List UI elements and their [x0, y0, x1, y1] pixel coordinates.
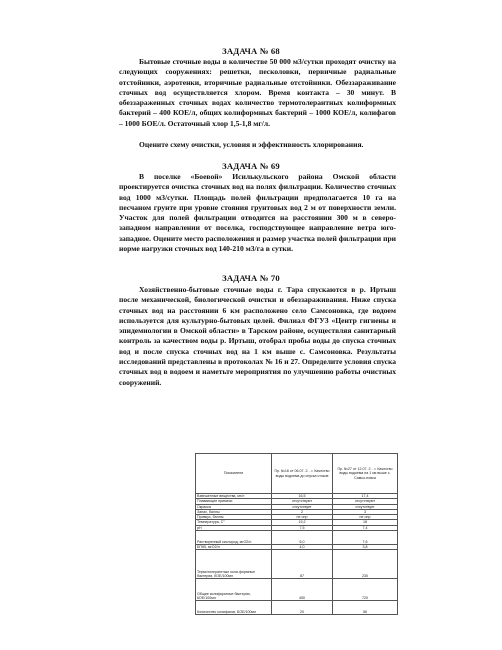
water-quality-table	[195, 453, 398, 615]
row-name: Количество колифагов, БОЕ/100мл	[196, 601, 272, 615]
row-value-after: 7,4	[333, 525, 398, 530]
row-value-after: 7,6	[333, 531, 398, 545]
row-name: Температура, С°	[196, 520, 272, 525]
row-value-before: 6,0	[272, 531, 333, 545]
row-value-before: 2	[272, 509, 333, 514]
table-row	[196, 499, 398, 504]
row-value-before: не опр	[272, 515, 333, 520]
row-value-after: 18	[333, 520, 398, 525]
row-name: Общие колиформные бактерии, КОЕ/100мл	[196, 579, 272, 601]
task-68-question: Оцените схему очистки, условия и эффективность хлорирования.	[139, 140, 364, 149]
row-name: Взвешенные вещества, мг/л	[196, 494, 272, 499]
row-name: Растворенный кислород, мгО2/л	[196, 531, 272, 545]
row-value-before: отсутствуют	[272, 499, 333, 504]
row-value-after: отсутствует	[333, 504, 398, 509]
row-name: рН	[196, 525, 272, 530]
row-value-after: отсутствуют	[333, 499, 398, 504]
row-name: Термотолерантные коли-формные бактерии, КОЕ/100мл	[196, 550, 272, 579]
row-value-before: 4,0	[272, 545, 333, 550]
task-68-title: ЗАДАЧА № 68	[222, 46, 280, 56]
header-protocol-27: Пр. №27 от 12.07. 2. . г. Качество воды водоема на 1 км выше с. Самсо-новка	[333, 454, 398, 494]
table-row	[196, 579, 398, 601]
row-value-after: 17,4	[333, 494, 398, 499]
task-70-paragraph: Хозяйственно-бытовые сточные воды г. Тара спускаются в р. Иртыш после механической, биологической очистки и обеззараживания. Ниже спуска сточных вод на расстоянии 6 км расположено село Самсоновка, где водоем используется для культурно-бытовых целей. Филиал ФГУЗ «Центр гигиены и эпидемиологии в Омской области» в Тарском районе, осуществляя санитарный контроль за качеством воды р. Иртыш, отобрал пробы воды до спуска сточных вод и после спуска сточных вод на 1 км выше с. Самсоновка. Результаты исследований представлены в протоколах № 16 и 27. Определите условия спуска сточных вод в водоем и наметьте мероприятия по улучшению работы очистных сооружений.	[119, 285, 396, 387]
task-70-title: ЗАДАЧА № 70	[222, 273, 280, 283]
row-value-after: 56	[333, 601, 398, 615]
table-header-row	[196, 454, 398, 494]
row-name: Плавающие примеси	[196, 499, 272, 504]
row-value-after: 230	[333, 550, 398, 579]
row-value-after: 3,8	[333, 545, 398, 550]
row-name: Привкус, баллы	[196, 515, 272, 520]
row-value-before: 19,2	[272, 520, 333, 525]
task-69-title: ЗАДАЧА № 69	[222, 161, 280, 171]
table-row	[196, 531, 398, 545]
row-value-after: 3	[333, 509, 398, 514]
row-name: Окраска	[196, 504, 272, 509]
row-value-before: отсутствует	[272, 504, 333, 509]
row-name: БПК5, мгО2/л	[196, 545, 272, 550]
row-value-before: 450	[272, 579, 333, 601]
table-row	[196, 601, 398, 615]
row-value-before: 7,5	[272, 525, 333, 530]
row-value-after: 720	[333, 579, 398, 601]
task-68-paragraph: Бытовые сточные воды в количестве 50 000 м3/сутки проходят очистку на следующих сооружениях: решетки, песколовки, первичные радиальные отстойники, аэротенки, вторичные радиальные отстойники. Обеззараживание сточных вод осуществляется хлором. Время контакта – 30 минут. В обеззараженных сточных водах количество термотолерантных колиформных бактерий – 400 КОЕ/л, общих колиформных бактерий – 1000 КОЕ/л, колифагов – 1000 БОЕ/л. Остаточный хлор 1,5-1,8 мг/л.	[119, 57, 396, 128]
header-protocol-16: Пр. №16 от 06.07. 2. . г. Качество воды водоема до спуска стоков	[272, 454, 333, 494]
row-name: Запах, баллы	[196, 509, 272, 514]
row-value-before: 87	[272, 550, 333, 579]
row-value-after: не опр	[333, 515, 398, 520]
row-value-before: 16,5	[272, 494, 333, 499]
row-value-before: 20	[272, 601, 333, 615]
table-row	[196, 550, 398, 579]
task-69-paragraph: В поселке «Боевой» Исилькульского района Омской области проектируется очистка сточных вод на полях фильтрации. Количество сточных вод 1000 м3/сутки. Площадь полей фильтрации предполагается 10 га на песчаном грунте при уровне стояния грунтовых вод 2 м от поверхности земли. Участок для полей фильтрации отводится на расстоянии 300 м в северо-западном направлении от поселка, господствующее направление ветра юго-западное. Оцените место расположения и размер участка полей фильтрации при норме нагрузки сточных вод 140-210 м3/га в сутки.	[119, 172, 396, 254]
header-indicator: Показатели	[196, 454, 272, 494]
